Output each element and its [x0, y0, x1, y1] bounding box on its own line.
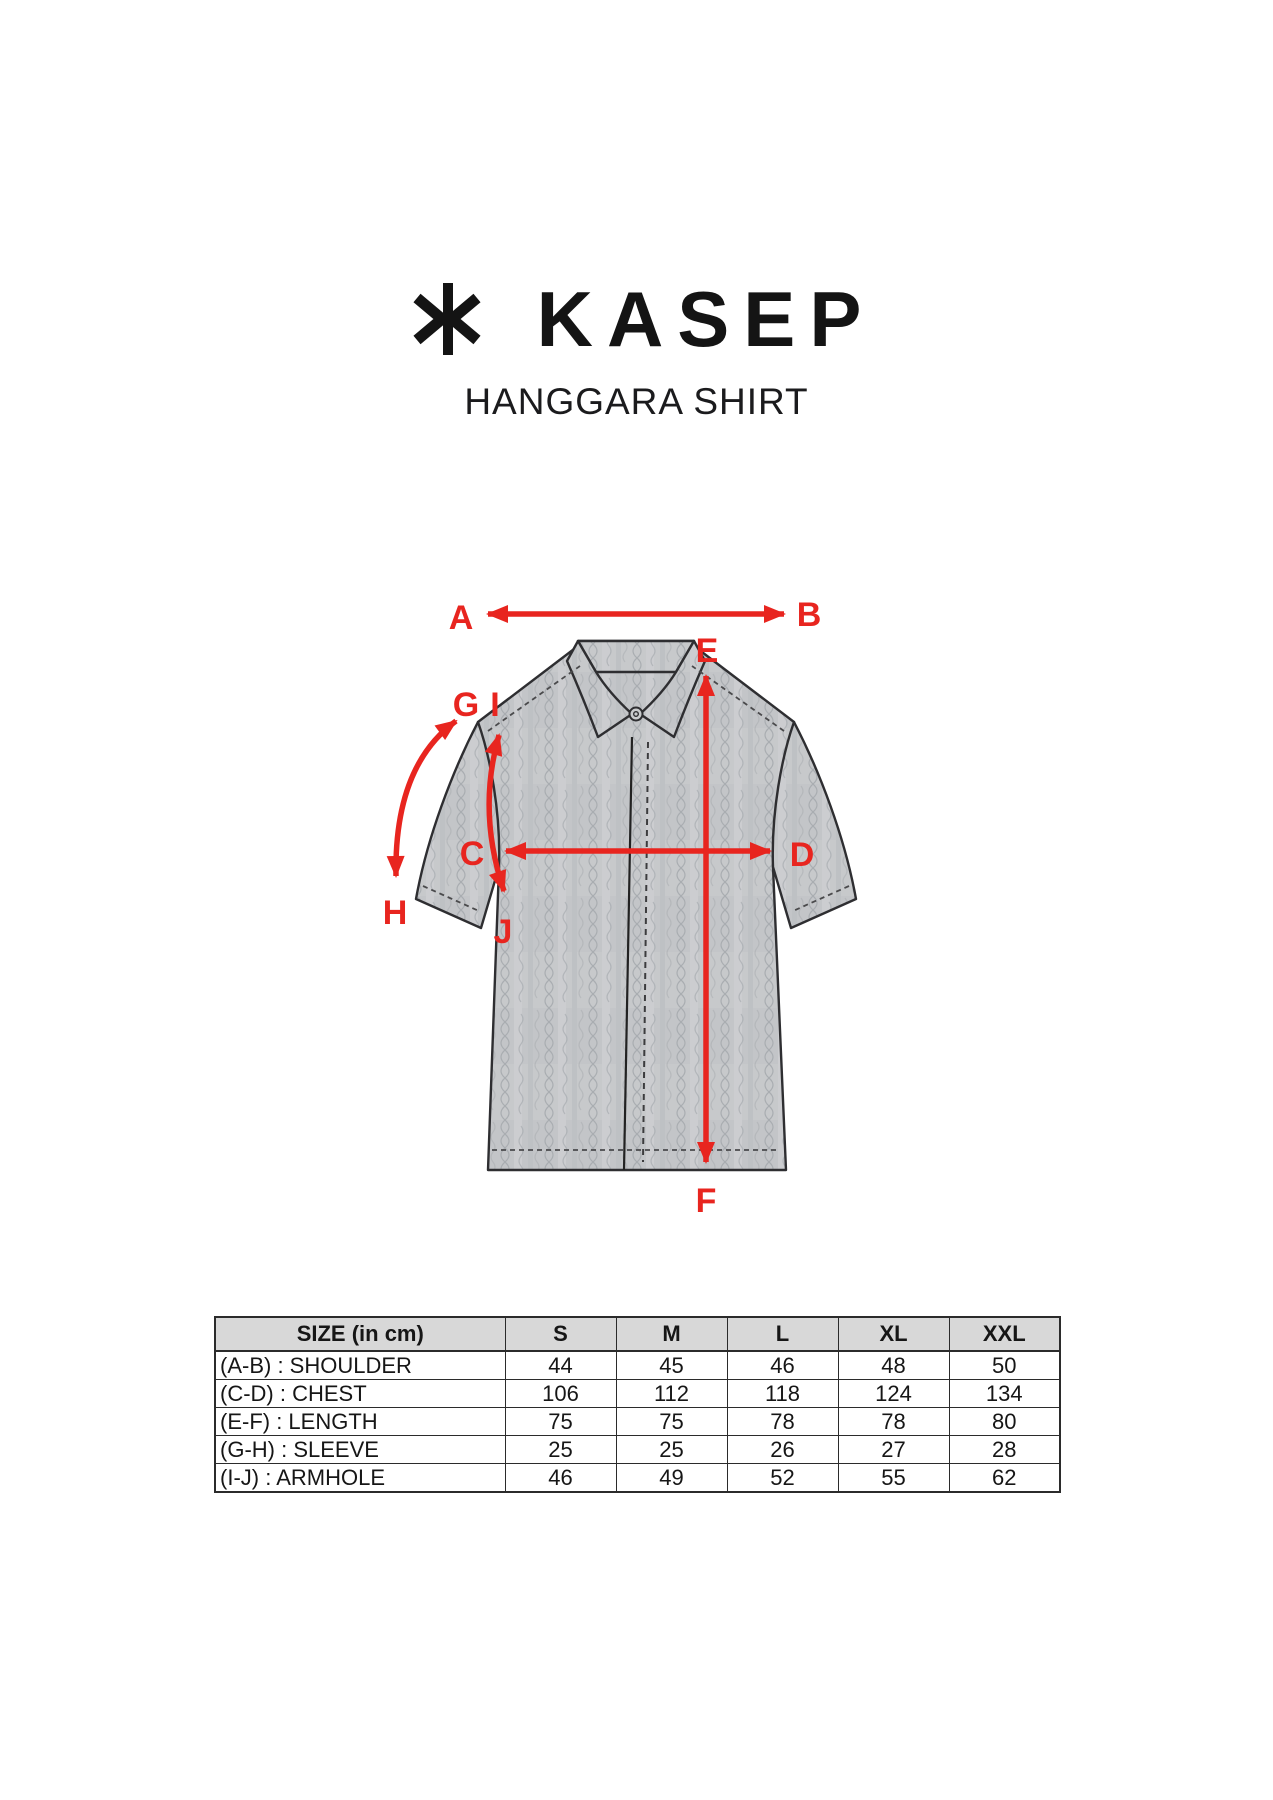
row-label-length: (E-F) : LENGTH — [215, 1408, 505, 1436]
header-size-xxl: XXL — [949, 1317, 1060, 1351]
shirt-illustration — [416, 641, 856, 1170]
measurement-label-a: A — [448, 599, 474, 637]
shoulder-m: 45 — [616, 1351, 727, 1380]
chest-xl: 124 — [838, 1380, 949, 1408]
sleeve-l: 26 — [727, 1436, 838, 1464]
shirt-right-sleeve — [773, 722, 856, 928]
header-size-unit: SIZE (in cm) — [215, 1317, 505, 1351]
sleeve-m: 25 — [616, 1436, 727, 1464]
measurement-label-j: J — [493, 913, 513, 951]
measurement-label-f: F — [695, 1182, 717, 1220]
chest-s: 106 — [505, 1380, 616, 1408]
measurement-label-d: D — [789, 836, 815, 874]
armhole-xl: 55 — [838, 1464, 949, 1493]
chest-m: 112 — [616, 1380, 727, 1408]
measurement-label-b: B — [796, 596, 822, 634]
row-label-shoulder: (A-B) : SHOULDER — [215, 1351, 505, 1380]
table-row-chest — [215, 1380, 1060, 1408]
row-label-sleeve: (G-H) : SLEEVE — [215, 1436, 505, 1464]
shoulder-xxl: 50 — [949, 1351, 1060, 1380]
row-label-chest: (C-D) : CHEST — [215, 1380, 505, 1408]
shoulder-s: 44 — [505, 1351, 616, 1380]
measurement-label-c: C — [459, 835, 485, 873]
collar-button — [630, 708, 643, 721]
armhole-m: 49 — [616, 1464, 727, 1493]
header-size-l: L — [727, 1317, 838, 1351]
length-xxl: 80 — [949, 1408, 1060, 1436]
measurement-label-g: G — [452, 686, 480, 724]
header-size-s: S — [505, 1317, 616, 1351]
chest-xxl: 134 — [949, 1380, 1060, 1408]
sleeve-s: 25 — [505, 1436, 616, 1464]
header-size-m: M — [616, 1317, 727, 1351]
table-row-shoulder — [215, 1351, 1060, 1380]
table-row-sleeve — [215, 1436, 1060, 1464]
shirt-collar-band — [578, 641, 694, 672]
armhole-s: 46 — [505, 1464, 616, 1493]
armhole-l: 52 — [727, 1464, 838, 1493]
length-s: 75 — [505, 1408, 616, 1436]
length-l: 78 — [727, 1408, 838, 1436]
length-m: 75 — [616, 1408, 727, 1436]
measurement-label-i: I — [490, 686, 500, 724]
measurement-label-h: H — [382, 894, 408, 932]
sleeve-xl: 27 — [838, 1436, 949, 1464]
product-title: HANGGARA SHIRT — [464, 381, 809, 422]
chest-l: 118 — [727, 1380, 838, 1408]
shoulder-xl: 48 — [838, 1351, 949, 1380]
row-label-armhole: (I-J) : ARMHOLE — [215, 1464, 505, 1493]
brand-name: KASEP — [536, 275, 876, 363]
shoulder-l: 46 — [727, 1351, 838, 1380]
sleeve-xxl: 28 — [949, 1436, 1060, 1464]
size-table — [214, 1316, 1061, 1493]
size-table-header-row — [215, 1317, 1060, 1351]
table-row-armhole — [215, 1464, 1060, 1493]
length-xl: 78 — [838, 1408, 949, 1436]
measurement-label-e: E — [695, 632, 719, 670]
table-row-length — [215, 1408, 1060, 1436]
header-size-xl: XL — [838, 1317, 949, 1351]
armhole-xxl: 62 — [949, 1464, 1060, 1493]
